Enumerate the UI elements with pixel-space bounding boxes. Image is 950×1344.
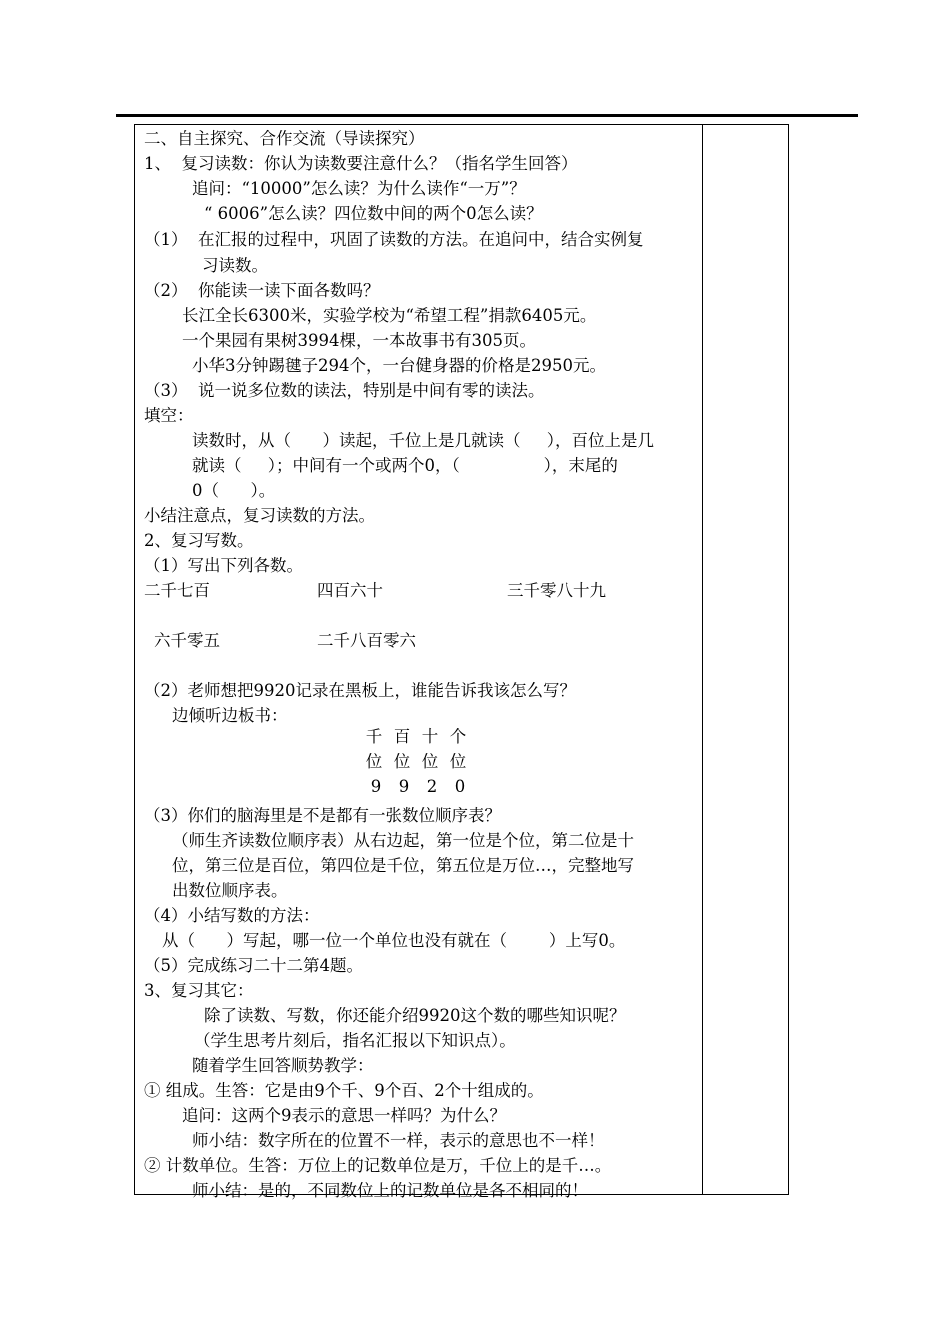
text-line: （2）老师想把9920记录在黑板上，谁能告诉我该怎么写？ — [144, 681, 576, 700]
digit-tens: 2 — [426, 777, 438, 796]
text-line: 习读数。 — [202, 256, 268, 275]
text-line: 读数时，从（ ）读起，千位上是几就读（ ），百位上是几 — [192, 431, 654, 450]
text-line: 随着学生回答顺势教学： — [192, 1056, 374, 1075]
text-line: （学生思考片刻后，指名汇报以下知识点）。 — [194, 1031, 516, 1050]
text-line: ① 组成。生答：它是由9个千、9个百、2个十组成的。 — [144, 1081, 544, 1100]
text-line: 四百六十 — [317, 581, 383, 600]
text-line: 3、复习其它： — [144, 981, 254, 1000]
text-line: （1）写出下列各数。 — [144, 556, 303, 575]
text-line: 2、复习写数。 — [144, 531, 254, 550]
text-line: 边倾听边板书： — [172, 706, 288, 725]
text-line: 六千零五 — [154, 631, 220, 650]
text-line: 二千七百 — [144, 581, 210, 600]
text-line: “ 6006”怎么读？四位数中间的两个0怎么读？ — [204, 204, 543, 223]
text-line: 追问：这两个9表示的意思一样吗？为什么？ — [182, 1106, 506, 1125]
digit-thousands: 9 — [370, 777, 382, 796]
text-line: （1） 在汇报的过程中，巩固了读数的方法。在追问中，结合实例复 — [144, 230, 644, 249]
place-label-wei: 位 — [421, 752, 439, 771]
digit-hundreds: 9 — [398, 777, 410, 796]
place-unit-thousands: 千 — [365, 727, 383, 746]
text-line: 小结注意点，复习读数的方法。 — [144, 506, 375, 525]
text-line: 三千零八十九 — [507, 581, 606, 600]
notes-column-divider — [702, 124, 703, 1195]
text-line: 小华3分钟踢毽子294个，一台健身器的价格是2950元。 — [192, 356, 606, 375]
text-line: 追问：“10000”怎么读？为什么读作“一万”？ — [192, 179, 526, 198]
text-line: （3）你们的脑海里是不是都有一张数位顺序表？ — [144, 806, 501, 825]
text-line: 位，第三位是百位，第四位是千位，第五位是万位…，完整地写 — [172, 856, 634, 875]
text-line: 一个果园有果树3994棵，一本故事书有305页。 — [182, 331, 536, 350]
text-line: 除了读数、写数，你还能介绍9920这个数的哪些知识呢？ — [204, 1006, 626, 1025]
text-line: （4）小结写数的方法： — [144, 906, 320, 925]
text-line: 长江全长6300米，实验学校为“希望工程”捐款6405元。 — [182, 306, 597, 325]
text-line: （5）完成练习二十二第4题。 — [144, 956, 363, 975]
text-line: 二千八百零六 — [317, 631, 416, 650]
text-line: 就读（ ）；中间有一个或两个0，（ ），末尾的 — [192, 456, 618, 475]
text-line: 0（ ）。 — [192, 481, 276, 500]
place-unit-ones: 个 — [449, 727, 467, 746]
text-line: 师小结：数字所在的位置不一样，表示的意思也不一样！ — [192, 1131, 605, 1150]
text-line: （师生齐读数位顺序表）从右边起，第一位是个位，第二位是十 — [172, 831, 634, 850]
place-unit-tens: 十 — [421, 727, 439, 746]
text-line: 出数位顺序表。 — [172, 881, 288, 900]
text-line: ② 计数单位。生答：万位上的记数单位是万，千位上的是千…。 — [144, 1156, 612, 1175]
place-label-wei: 位 — [365, 752, 383, 771]
text-line: 1、 复习读数：你认为读数要注意什么？（指名学生回答） — [144, 154, 578, 173]
text-line: 师小结：是的，不同数位上的记数单位是各不相同的！ — [192, 1181, 588, 1200]
text-line: 填空： — [144, 406, 194, 425]
place-unit-hundreds: 百 — [393, 727, 411, 746]
header-rule — [116, 114, 858, 117]
place-label-wei: 位 — [393, 752, 411, 771]
text-line: （2） 你能读一读下面各数吗？ — [144, 281, 380, 300]
place-label-wei: 位 — [449, 752, 467, 771]
digit-ones: 0 — [454, 777, 466, 796]
text-line: 从（ ）写起，哪一位一个单位也没有就在（ ）上写0。 — [162, 931, 626, 950]
text-line: （3） 说一说多位数的读法，特别是中间有零的读法。 — [144, 381, 545, 400]
text-line: 二、自主探究、合作交流（导读探究） — [144, 129, 425, 148]
